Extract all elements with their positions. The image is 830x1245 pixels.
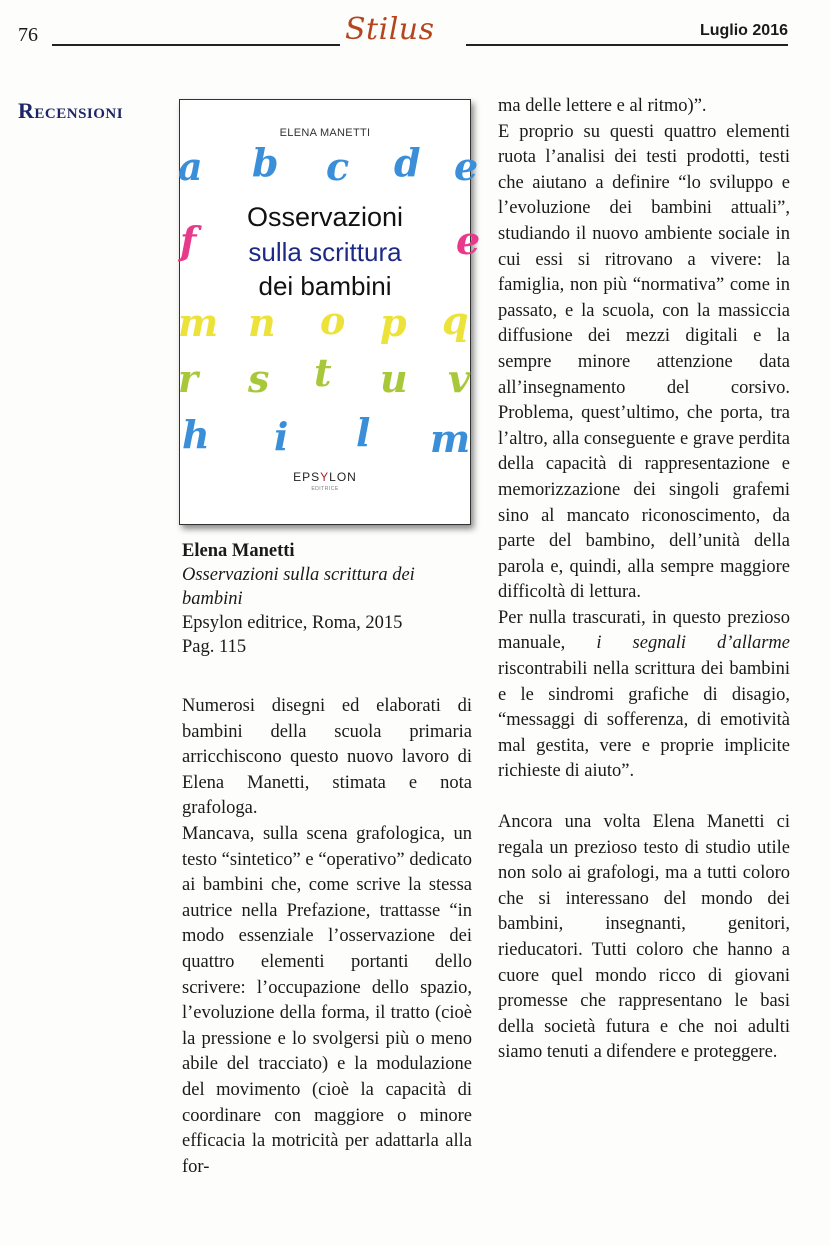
cover-letter: u — [380, 356, 408, 401]
publisher-logo — [180, 470, 470, 484]
paragraph — [498, 606, 790, 785]
book-cover — [178, 99, 481, 525]
article-column-2 — [498, 94, 790, 1066]
bibliography-title: Osservazioni sulla scrittura dei bambini — [182, 565, 415, 609]
cover-letter: a — [178, 144, 203, 189]
cover-title-line2: sulla scrittura — [248, 237, 402, 267]
page-number: 76 — [18, 24, 38, 46]
cover-letter: r — [178, 356, 199, 401]
page-header — [0, 0, 830, 60]
section-title: Recensioni — [18, 98, 124, 123]
bibliography-publisher: Epsylon editrice, Roma, 2015 — [182, 613, 403, 633]
publisher-logo-y: Y — [320, 470, 330, 484]
cover-letter: p — [380, 300, 407, 345]
cover-title-line3: dei bambini — [258, 271, 392, 301]
article-column-1 — [182, 694, 472, 1180]
cover-letter: l — [356, 410, 371, 455]
header-rule-left — [52, 44, 340, 46]
issue-date: Luglio 2016 — [699, 22, 788, 39]
italic-phrase: i segnali d’allarme — [596, 633, 790, 654]
paragraph: Ancora una volta Elena Manetti ci regala un prezioso testo di studio utile non solo ai grafologi, ma a tutti coloro che si interessano del mondo dei bambini, insegnanti, genitori, rieducatori. Tutti coloro che hanno a cuore quel mondo ricco di giovani promesse che rappresentano le basi della società futura e che noi adulti siamo tenuti a difendere e proteggere. — [498, 812, 790, 1063]
cover-letter: v — [448, 356, 471, 401]
paragraph-gap — [498, 785, 790, 810]
bibliography — [182, 539, 477, 659]
text-run: riscontrabili nella scrittura dei bambini e le sindromi grafiche di disagio, “messaggi di sofferenza, di emotività mal gestita, vere e proprie implicite richieste di aiuto”. — [498, 659, 790, 782]
cover-letter: i — [274, 414, 289, 459]
publisher-sub: EDITRICE — [311, 486, 339, 492]
cover-letter: s — [248, 356, 270, 401]
cover-letter: f — [180, 218, 197, 263]
cover-letter: d — [394, 140, 421, 185]
magazine-logo: Stilus — [345, 12, 435, 47]
cover-letter: o — [320, 298, 346, 343]
cover-letter: n — [248, 300, 276, 345]
bibliography-author: Elena Manetti — [182, 541, 295, 561]
cover-letter: h — [182, 412, 210, 457]
publisher-logo-right: LON — [329, 470, 357, 484]
cover-letter: e — [454, 144, 479, 189]
cover-letter: b — [252, 140, 279, 185]
paragraph: Mancava, sulla scena grafologica, un testo “sintetico” e “operativo” dedicato ai bambini che, come scrive la stessa autrice nella Prefazione, trattasse “in modo essenziale l’osservazione dei quattro elementi portanti dello scrivere: l’occupazione dello spazio, l’evoluzione della forma, il tratto (cioè la pressione e lo svolgersi più o meno abile del tracciato) e la modulazione del movimento (cioè la capacità di coordinare con maggiore o minore efficacia la motricità per adattarla alla for- — [182, 823, 472, 1177]
header-rule-right — [466, 44, 788, 46]
text-run: Per nulla trascurati, in questo prezioso manuale, — [498, 607, 790, 654]
bibliography-pages: Pag. 115 — [182, 637, 247, 657]
cover-letter: t — [314, 350, 332, 395]
cover-letter: e — [456, 218, 481, 263]
paragraph: E proprio su questi quattro elementi ruota l’analisi dei testi prodotti, testi che aiutano a definire “lo sviluppo e l’evoluzione dei bambini attuali”, studiando il nuovo ambiente sociale in cui essi si ritrovano a vivere: la famiglia, non più “normativa” come in passato, e la scuola, con la massiccia diffusione dei mezzi digitali e la sempre minore attenzione data all’insegnamento del corsivo. Problema, quest’ultimo, che porta, tra l’altro, alla conseguente e grave perdita della capacità di rappresentazione e memorizzazione dei singoli grafemi sino al mancato riconoscimento, da parte del bambino, dell’unità della parola e, quindi, alla sempre maggiore difficoltà di lettura. — [498, 121, 790, 603]
publisher-logo-left: EPS — [293, 470, 321, 484]
paragraph: Numerosi disegni ed elaborati di bambini della scuola primaria arricchiscono questo nuovo lavoro di Elena Manetti, stimata e nota grafologa. — [182, 696, 472, 819]
cover-letter: q — [442, 298, 469, 343]
cover-letter: m — [430, 416, 471, 461]
paragraph: ma delle lettere e al ritmo)”. — [498, 96, 707, 116]
cover-author: ELENA MANETTI — [279, 127, 371, 139]
cover-letter: m — [178, 300, 219, 345]
cover-letter: c — [326, 144, 350, 189]
cover-title-line1: Osservazioni — [246, 202, 404, 232]
